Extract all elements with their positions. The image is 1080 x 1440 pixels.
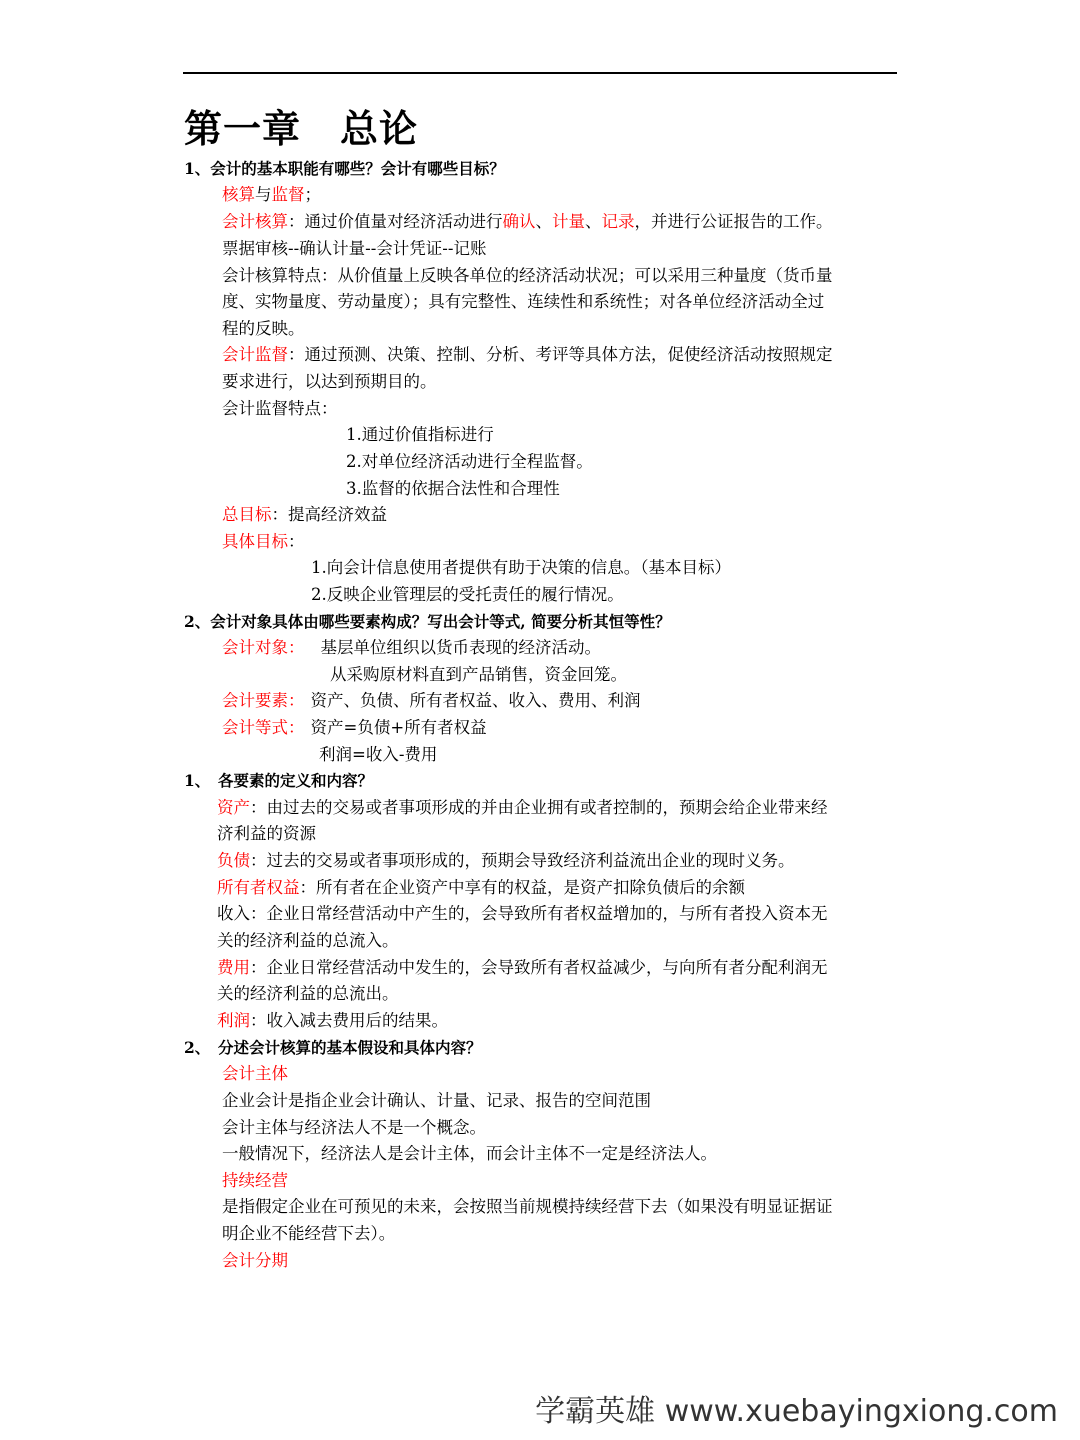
text-line: 从采购原材料直到产品销售，资金回笼。 — [330, 665, 627, 684]
question-1: 1、会计的基本职能有哪些？会计有哪些目标？ — [184, 159, 505, 178]
text-line: 会计核算：通过价值量对经济活动进行确认、计量、记录，并进行公证报告的工作。 — [222, 212, 833, 231]
text-line: 会计主体与经济法人不是一个概念。 — [222, 1118, 486, 1137]
text-line: 会计核算特点：从价值量上反映各单位的经济活动状况；可以采用三种量度（货币量 — [222, 266, 833, 285]
text-line: 资产：由过去的交易或者事项形成的并由企业拥有或者控制的，预期会给企业带来经 — [217, 798, 828, 817]
text-line: 收入：企业日常经营活动中产生的，会导致所有者权益增加的，与所有者投入资本无 — [217, 904, 828, 923]
text-line: 关的经济利益的总流出。 — [217, 984, 399, 1003]
question-4: 2、 分述会计核算的基本假设和具体内容？ — [184, 1038, 482, 1057]
list-item: 1.向会计信息使用者提供有助于决策的信息。（基本目标） — [311, 558, 731, 577]
text-line: 利润=收入-费用 — [319, 745, 438, 764]
text-line: 所有者权益：所有者在企业资产中享有的权益，是资产扣除负债后的余额 — [217, 878, 745, 897]
text-line: 程的反映。 — [222, 319, 305, 338]
text-line: 明企业不能经营下去）。 — [222, 1224, 396, 1243]
list-item: 2.反映企业管理层的受托责任的履行情况。 — [311, 585, 624, 604]
text-line: 会计等式： 资产=负债+所有者权益 — [222, 718, 487, 737]
text-line: 要求进行，以达到预期目的。 — [222, 372, 437, 391]
text-line: 会计对象： 基层单位组织以货币表现的经济活动。 — [222, 638, 601, 657]
text-line: 一般情况下，经济法人是会计主体，而会计主体不一定是经济法人。 — [222, 1144, 717, 1163]
watermark: 学霸英雄 www.xuebayingxiong.com — [535, 1394, 1058, 1429]
text-line: 费用：企业日常经营活动中发生的，会导致所有者权益减少，与向所有者分配利润无 — [217, 958, 828, 977]
text-line: 企业会计是指企业会计确认、计量、记录、报告的空间范围 — [222, 1091, 651, 1110]
text-line: 总目标：提高经济效益 — [222, 505, 387, 524]
subheading: 持续经营 — [222, 1171, 288, 1190]
chapter-title: 第一章 总论 — [184, 106, 419, 151]
text-line: 关的经济利益的总流入。 — [217, 931, 399, 950]
list-item: 1.通过价值指标进行 — [346, 425, 494, 444]
header-rule — [183, 72, 897, 74]
text-line: 会计监督：通过预测、决策、控制、分析、考评等具体方法，促使经济活动按照规定 — [222, 345, 833, 364]
text-line: 票据审核--确认计量--会计凭证--记账 — [222, 239, 487, 258]
text-line: 济利益的资源 — [217, 824, 316, 843]
text-line: 具体目标： — [222, 532, 305, 551]
list-item: 2.对单位经济活动进行全程监督。 — [346, 452, 593, 471]
question-3: 1、 各要素的定义和内容？ — [184, 771, 374, 790]
text-line: 会计监督特点： — [222, 399, 338, 418]
text-line: 负债：过去的交易或者事项形成的，预期会导致经济利益流出企业的现时义务。 — [217, 851, 795, 870]
text-line: 核算与监督； — [222, 185, 321, 204]
text-line: 度、实物量度、劳动量度）；具有完整性、连续性和系统性；对各单位经济活动全过 — [222, 292, 825, 311]
subheading: 会计分期 — [222, 1251, 288, 1270]
text-line: 会计要素： 资产、负债、所有者权益、收入、费用、利润 — [222, 691, 641, 710]
question-2: 2、会计对象具体由哪些要素构成？写出会计等式, 简要分析其恒等性？ — [184, 612, 671, 631]
subheading: 会计主体 — [222, 1064, 288, 1083]
text-line: 是指假定企业在可预见的未来，会按照当前规模持续经营下去（如果没有明显证据证 — [222, 1197, 833, 1216]
list-item: 3.监督的依据合法性和合理性 — [346, 479, 560, 498]
text-line: 利润：收入减去费用后的结果。 — [217, 1011, 448, 1030]
